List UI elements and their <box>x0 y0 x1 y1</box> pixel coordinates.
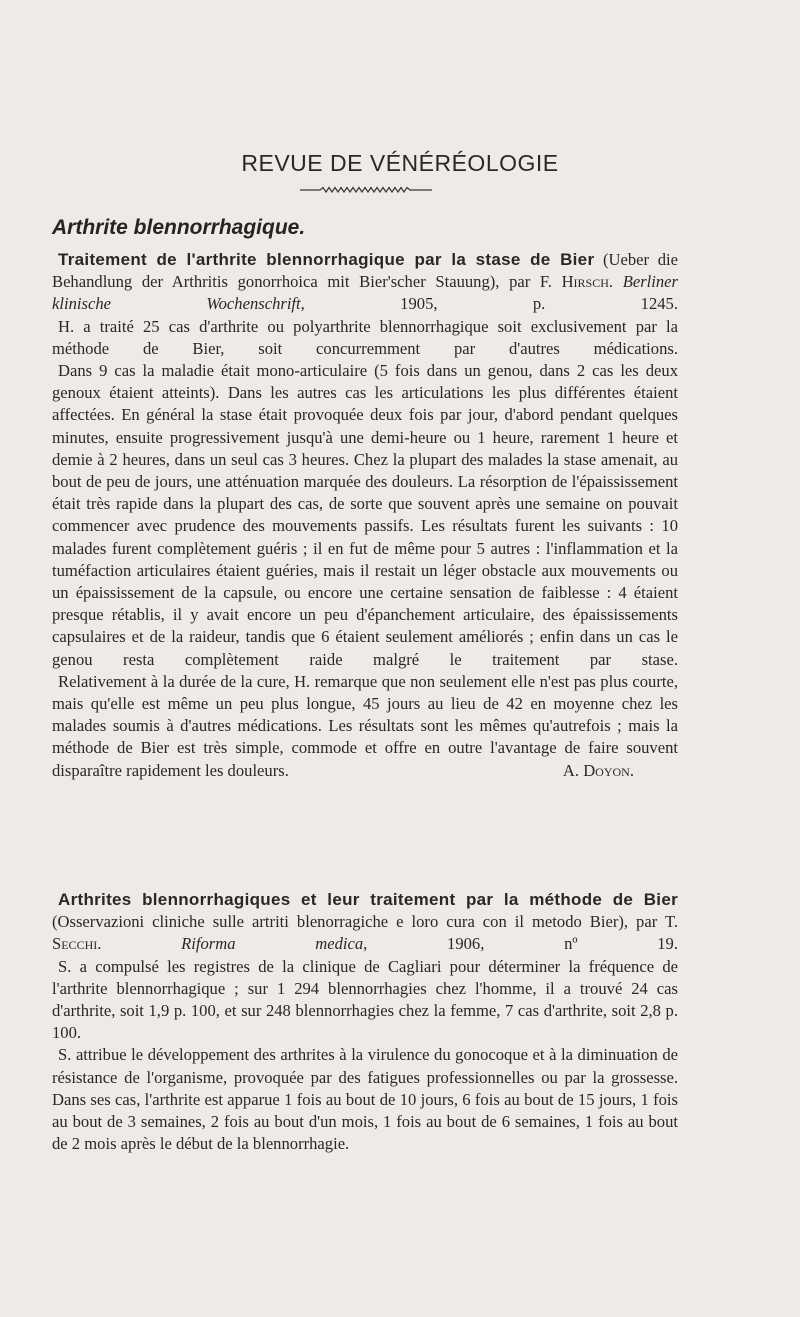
author-name: Secchi <box>52 934 98 954</box>
paragraph: Dans 9 cas la maladie était mono-articulaire (5 fois dans un genou, dans 2 cas les deux genoux étaient atteints). Dans les autres cas les articulations les plus différentes étaient affectées. En général la stase était provoquée deux fois par jour, d'abord pendant quelques minutes, ensuite progressivement jusqu'à une demi-heure ou 1 heure, rarement 1 heure et demie à 2 heures, dans un seul cas 3 heures. Chez la plupart des malades la stase amenait, au bout de peu de jours, une atténuation marquée des douleurs. La résorption de l'épaississement était très rapide dans la plupart des cas, de sorte que souvent après une semaine on pouvait commencer avec prudence des mouvements passifs. Les résultats furent les suivants : 10 malades furent complètement guéris ; il en fut de même pour 5 autres : l'inflammation et la tuméfaction articulaires étaient guéries, mais il restait un léger obstacle aux mouvements ou un épaississement de la capsule, ou encore une certaine sensation de faiblesse : 4 étaient presque rétablis, il y avait encore un peu d'épanchement articulaire, des épaississements capsulaires et de la raideur, tandis que 6 étaient seulement améliorés ; enfin dans un cas le genou resta complètement raide malgré le traitement par stase. <box>52 361 678 669</box>
ornament-rule-icon <box>300 186 432 194</box>
running-header: REVUE DE VÉNÉRÉOLOGIE <box>241 150 559 176</box>
section-title: Arthrite blennorrhagique. <box>52 216 306 239</box>
author-name: Hirsch <box>561 272 609 292</box>
article-heading: Traitement de l'arthrite blennorrhagique par la stase de Bier <box>58 250 595 269</box>
paragraph: S. a compulsé les registres de la clinique de Cagliari pour déterminer la fréquence de l'arthrite blennorrhagique ; sur 1 294 blennorrhagies chez l'homme, il a trouvé 24 cas d'arthrite, soit 1,9 p. 100, et sur 248 blennorrhagies chez la femme, 7 cas d'arthrite, soit 2,8 p. 100. <box>52 956 678 1043</box>
journal-name: Berliner klinische Wochenschrift <box>52 272 679 314</box>
signature: A. Doyon. <box>562 760 634 780</box>
article-hirsch <box>52 249 678 782</box>
journal-name: Riforma medica <box>181 934 364 954</box>
paragraph: H. a traité 25 cas d'arthrite ou polyarthrite blennorrhagique soit exclusivement par la méthode de Bier, soit concurremment par d'autres médications. <box>52 316 678 358</box>
paragraph: S. attribue le développement des arthrites à la virulence du gonocoque et à la diminuation de résistance de l'organisme, provoquée par des fatigues professionnelles ou par la grossesse. Dans ses cas, l'arthrite est apparue 1 fois au bout de 10 jours, 6 fois au bout de 15 jours, 1 fois au bout de 3 semaines, 2 fois au bout d'un mois, 1 fois au bout de 6 semaines, 1 fois au bout de 2 mois après le début de la blennorrhagie. <box>52 1045 678 1154</box>
paragraph-with-signature: Relativement à la durée de la cure, H. remarque que non seulement elle n'est pas plus courte, mais qu'elle est même un peu plus longue, 45 jours au lieu de 42 en moyenne chez les malades soumis à d'autres médications. Les résultats sont les mêmes qu'autrefois ; mais la méthode de Bier est très simple, commode et offre en outre l'avantage de faire souvent disparaître rapidement les douleurs. A. Doyon. <box>52 671 678 782</box>
article-secchi <box>52 889 678 1155</box>
article-citation: Arthrites blennorrhagiques et leur traitement par la méthode de Bier (Osservazioni cliniche sulle artriti blenorragiche e loro cura con il metodo Bier), par T. Secchi. Riforma medica, 1906, nº 19. <box>52 890 678 954</box>
article-citation: Traitement de l'arthrite blennorrhagique par la stase de Bier (Ueber die Behandlung der Arthritis gonorrhoica mit Bier'scher Stauung), par F. Hirsch. Berliner klinische Wochenschrift, 1905, p. 1245. <box>52 250 679 314</box>
article-heading: Arthrites blennorrhagiques et leur traitement par la méthode de Bier <box>58 890 678 909</box>
